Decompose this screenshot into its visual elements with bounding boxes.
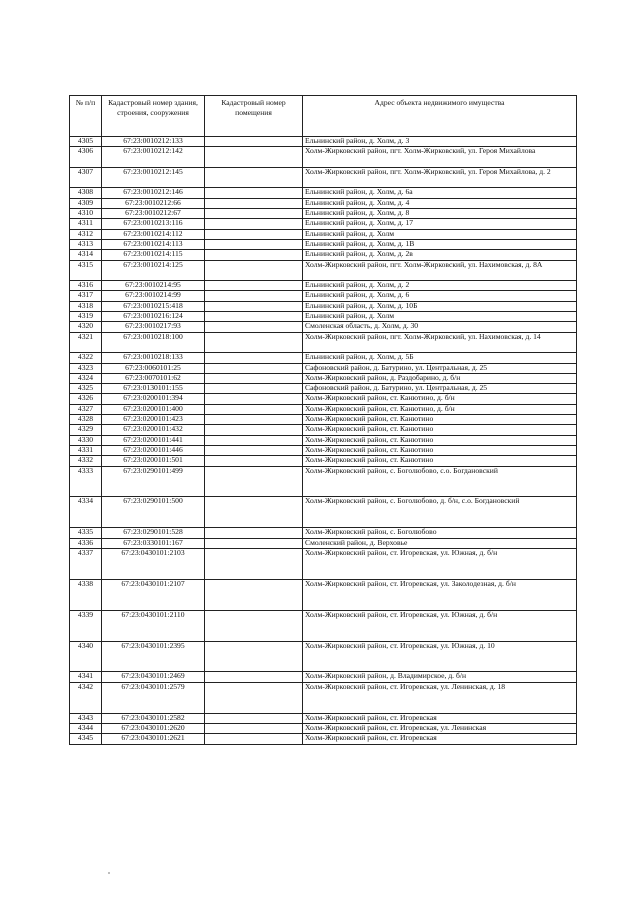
- address-cell: Ельнинский район, д. Холм, д. 2: [303, 281, 577, 291]
- row-number: 4338: [70, 579, 102, 610]
- row-number: 4337: [70, 548, 102, 579]
- cadastral-building-number: 67:23:0070101:62: [102, 373, 205, 383]
- row-number: 4332: [70, 456, 102, 466]
- cadastral-room-number: [205, 579, 303, 610]
- cadastral-room-number: [205, 332, 303, 353]
- cadastral-room-number: [205, 445, 303, 455]
- address-cell: Холм-Жирковский район, пгт. Холм-Жирковский, ул. Нахимовская, д. 14: [303, 332, 577, 353]
- table-row: [70, 579, 577, 610]
- cadastral-room-number: [205, 497, 303, 528]
- table-row: [70, 445, 577, 455]
- cadastral-building-number: 67:23:0010214:125: [102, 260, 205, 281]
- cadastral-building-number: 67:23:0200101:446: [102, 445, 205, 455]
- row-number: 4341: [70, 672, 102, 682]
- row-number: 4322: [70, 353, 102, 363]
- table-row: [70, 394, 577, 404]
- cadastral-building-number: 67:23:0430101:2582: [102, 713, 205, 723]
- cadastral-building-number: 67:23:0430101:2620: [102, 723, 205, 733]
- row-number: 4310: [70, 209, 102, 219]
- cadastral-building-number: 67:23:0430101:2103: [102, 548, 205, 579]
- address-cell: Ельнинский район, д. Холм, д. 17: [303, 219, 577, 229]
- row-number: 4339: [70, 610, 102, 641]
- row-number: 4313: [70, 239, 102, 249]
- cadastral-room-number: [205, 734, 303, 744]
- address-cell: Холм-Жирковский район, ст. Канютино, д. б/н: [303, 404, 577, 414]
- table-row: [70, 219, 577, 229]
- cadastral-building-number: 67:23:0060101:25: [102, 363, 205, 373]
- cadastral-building-number: 67:23:0010216:124: [102, 312, 205, 322]
- scan-speck: [108, 872, 110, 874]
- table-row: [70, 147, 577, 168]
- cadastral-building-number: 67:23:0430101:2395: [102, 641, 205, 672]
- cadastral-room-number: [205, 466, 303, 497]
- address-cell: Холм-Жирковский район, ст. Игоревская, ул. Южная, д. б/н: [303, 610, 577, 641]
- table-row: [70, 373, 577, 383]
- row-number: 4335: [70, 528, 102, 538]
- table-row: [70, 456, 577, 466]
- cadastral-room-number: [205, 538, 303, 548]
- address-cell: Ельнинский район, д. Холм, д. 1В: [303, 239, 577, 249]
- cadastral-building-number: 67:23:0010218:100: [102, 332, 205, 353]
- table-row: [70, 312, 577, 322]
- row-number: 4329: [70, 425, 102, 435]
- cadastral-building-number: 67:23:0010212:145: [102, 167, 205, 188]
- table-row: [70, 353, 577, 363]
- cadastral-room-number: [205, 394, 303, 404]
- address-cell: Холм-Жирковский район, с. Боголюбово, с.о. Богдановский: [303, 466, 577, 497]
- address-cell: Холм-Жирковский район, ст. Канютино: [303, 425, 577, 435]
- row-number: 4336: [70, 538, 102, 548]
- row-number: 4333: [70, 466, 102, 497]
- table-row: [70, 682, 577, 713]
- table-row: [70, 672, 577, 682]
- cadastral-room-number: [205, 167, 303, 188]
- address-cell: Холм-Жирковский район, с. Боголюбово, д. б/н, с.о. Богдановский: [303, 497, 577, 528]
- table-row: [70, 538, 577, 548]
- cadastral-building-number: 67:23:0010214:113: [102, 239, 205, 249]
- table-row: [70, 497, 577, 528]
- address-cell: Холм-Жирковский район, пгт. Холм-Жирковский, ул. Героя Михайлова, д. 2: [303, 167, 577, 188]
- address-cell: Холм-Жирковский район, ст. Канютино: [303, 456, 577, 466]
- address-cell: Сафоновский район, д. Батурино, ул. Центральная, д. 25: [303, 363, 577, 373]
- table-row: [70, 332, 577, 353]
- address-cell: Холм-Жирковский район, д. Раздобарино, д. б/н: [303, 373, 577, 383]
- table-row: [70, 301, 577, 311]
- cadastral-room-number: [205, 188, 303, 198]
- address-cell: Холм-Жирковский район, ст. Канютино: [303, 435, 577, 445]
- address-cell: Холм-Жирковский район, ст. Игоревская, ул. Ленинская, д. 18: [303, 682, 577, 713]
- cadastral-room-number: [205, 415, 303, 425]
- row-number: 4342: [70, 682, 102, 713]
- cadastral-room-number: [205, 353, 303, 363]
- cadastral-building-number: 67:23:0430101:2110: [102, 610, 205, 641]
- table-body: [70, 137, 577, 745]
- table-row: [70, 260, 577, 281]
- address-cell: Холм-Жирковский район, ст. Канютино: [303, 445, 577, 455]
- cadastral-room-number: [205, 322, 303, 332]
- cadastral-building-number: 67:23:0430101:2469: [102, 672, 205, 682]
- cadastral-room-number: [205, 147, 303, 168]
- row-number: 4317: [70, 291, 102, 301]
- row-number: 4320: [70, 322, 102, 332]
- row-number: 4340: [70, 641, 102, 672]
- table-row: [70, 435, 577, 445]
- address-cell: Ельнинский район, д. Холм, д. 6а: [303, 188, 577, 198]
- row-number: 4334: [70, 497, 102, 528]
- table-row: [70, 209, 577, 219]
- address-cell: Ельнинский район, д. Холм, д. 4: [303, 198, 577, 208]
- real-estate-table: [69, 95, 577, 745]
- cadastral-building-number: 67:23:0290101:499: [102, 466, 205, 497]
- address-cell: Ельнинский район, д. Холм, д. 6: [303, 291, 577, 301]
- header-cadastral-room: Кадастровый номер помещения: [205, 96, 303, 137]
- row-number: 4315: [70, 260, 102, 281]
- cadastral-building-number: 67:23:0010212:146: [102, 188, 205, 198]
- cadastral-building-number: 67:23:0200101:423: [102, 415, 205, 425]
- address-cell: Ельнинский район, д. Холм, д. 5Б: [303, 353, 577, 363]
- table-row: [70, 734, 577, 744]
- table-row: [70, 363, 577, 373]
- row-number: 4323: [70, 363, 102, 373]
- row-number: 4321: [70, 332, 102, 353]
- header-address: Адрес объекта недвижимого имущества: [303, 96, 577, 137]
- table-row: [70, 466, 577, 497]
- cadastral-room-number: [205, 404, 303, 414]
- row-number: 4311: [70, 219, 102, 229]
- cadastral-room-number: [205, 723, 303, 733]
- cadastral-building-number: 67:23:0010215:418: [102, 301, 205, 311]
- table-row: [70, 528, 577, 538]
- row-number: 4343: [70, 713, 102, 723]
- address-cell: Холм-Жирковский район, пгт. Холм-Жирковский, ул. Нахимовская, д. 8А: [303, 260, 577, 281]
- cadastral-room-number: [205, 260, 303, 281]
- table-row: [70, 548, 577, 579]
- table-row: [70, 713, 577, 723]
- cadastral-room-number: [205, 281, 303, 291]
- address-cell: Холм-Жирковский район, ст. Канютино, д. б/н: [303, 394, 577, 404]
- address-cell: Холм-Жирковский район, ст. Игоревская, ул. Южная, д. б/н: [303, 548, 577, 579]
- table-row: [70, 188, 577, 198]
- cadastral-building-number: 67:23:0290101:500: [102, 497, 205, 528]
- address-cell: Ельнинский район, д. Холм, д. 2в: [303, 250, 577, 260]
- cadastral-building-number: 67:23:0430101:2621: [102, 734, 205, 744]
- cadastral-room-number: [205, 384, 303, 394]
- row-number: 4319: [70, 312, 102, 322]
- cadastral-room-number: [205, 528, 303, 538]
- table-row: [70, 404, 577, 414]
- table-row: [70, 198, 577, 208]
- table-row: [70, 723, 577, 733]
- address-cell: Ельнинский район, д. Холм, д. 8: [303, 209, 577, 219]
- row-number: 4328: [70, 415, 102, 425]
- cadastral-building-number: 67:23:0330101:167: [102, 538, 205, 548]
- row-number: 4326: [70, 394, 102, 404]
- address-cell: Холм-Жирковский район, ст. Игоревская, ул. Южная, д. 10: [303, 641, 577, 672]
- cadastral-room-number: [205, 373, 303, 383]
- cadastral-building-number: 67:23:0010212:67: [102, 209, 205, 219]
- address-cell: Холм-Жирковский район, д. Владимирское, д. б/н: [303, 672, 577, 682]
- cadastral-room-number: [205, 229, 303, 239]
- cadastral-room-number: [205, 435, 303, 445]
- row-number: 4318: [70, 301, 102, 311]
- address-cell: Смоленский район, д. Верховье: [303, 538, 577, 548]
- table-row: [70, 291, 577, 301]
- table-row: [70, 610, 577, 641]
- cadastral-room-number: [205, 425, 303, 435]
- cadastral-building-number: 67:23:0010217:93: [102, 322, 205, 332]
- table-row: [70, 239, 577, 249]
- address-cell: Ельнинский район, д. Холм: [303, 312, 577, 322]
- cadastral-room-number: [205, 363, 303, 373]
- cadastral-room-number: [205, 682, 303, 713]
- row-number: 4312: [70, 229, 102, 239]
- table-row: [70, 167, 577, 188]
- address-cell: Ельнинский район, д. Холм, д. 3: [303, 137, 577, 147]
- table-header-row: [70, 96, 577, 137]
- table-row: [70, 384, 577, 394]
- cadastral-building-number: 67:23:0430101:2107: [102, 579, 205, 610]
- cadastral-room-number: [205, 713, 303, 723]
- cadastral-room-number: [205, 548, 303, 579]
- cadastral-building-number: 67:23:0200101:441: [102, 435, 205, 445]
- cadastral-room-number: [205, 219, 303, 229]
- cadastral-building-number: 67:23:0200101:432: [102, 425, 205, 435]
- header-number: № п/п: [70, 96, 102, 137]
- address-cell: Ельнинский район, д. Холм, д. 10Б: [303, 301, 577, 311]
- cadastral-building-number: 67:23:0010213:116: [102, 219, 205, 229]
- address-cell: Холм-Жирковский район, ст. Игоревская, ул. Ленинская: [303, 723, 577, 733]
- table-row: [70, 425, 577, 435]
- address-cell: Холм-Жирковский район, ст. Игоревская: [303, 713, 577, 723]
- cadastral-room-number: [205, 239, 303, 249]
- cadastral-room-number: [205, 641, 303, 672]
- table-row: [70, 137, 577, 147]
- address-cell: Ельнинский район, д. Холм: [303, 229, 577, 239]
- table-row: [70, 229, 577, 239]
- cadastral-building-number: 67:23:0010212:133: [102, 137, 205, 147]
- row-number: 4330: [70, 435, 102, 445]
- cadastral-building-number: 67:23:0200101:400: [102, 404, 205, 414]
- cadastral-room-number: [205, 198, 303, 208]
- cadastral-room-number: [205, 672, 303, 682]
- row-number: 4345: [70, 734, 102, 744]
- cadastral-building-number: 67:23:0200101:394: [102, 394, 205, 404]
- cadastral-building-number: 67:23:0010214:112: [102, 229, 205, 239]
- address-cell: Холм-Жирковский район, ст. Игоревская: [303, 734, 577, 744]
- cadastral-building-number: 67:23:0010212:66: [102, 198, 205, 208]
- cadastral-room-number: [205, 291, 303, 301]
- row-number: 4316: [70, 281, 102, 291]
- row-number: 4331: [70, 445, 102, 455]
- cadastral-building-number: 67:23:0010214:95: [102, 281, 205, 291]
- cadastral-building-number: 67:23:0010214:99: [102, 291, 205, 301]
- table-row: [70, 641, 577, 672]
- row-number: 4314: [70, 250, 102, 260]
- cadastral-building-number: 67:23:0010218:133: [102, 353, 205, 363]
- cadastral-room-number: [205, 209, 303, 219]
- address-cell: Холм-Жирковский район, пгт. Холм-Жирковский, ул. Героя Михайлова: [303, 147, 577, 168]
- cadastral-room-number: [205, 250, 303, 260]
- cadastral-room-number: [205, 312, 303, 322]
- address-cell: Холм-Жирковский район, с. Боголюбово: [303, 528, 577, 538]
- row-number: 4327: [70, 404, 102, 414]
- cadastral-building-number: 67:23:0010212:142: [102, 147, 205, 168]
- cadastral-room-number: [205, 301, 303, 311]
- cadastral-building-number: 67:23:0200101:501: [102, 456, 205, 466]
- row-number: 4325: [70, 384, 102, 394]
- row-number: 4344: [70, 723, 102, 733]
- cadastral-room-number: [205, 610, 303, 641]
- row-number: 4307: [70, 167, 102, 188]
- table-row: [70, 322, 577, 332]
- address-cell: Сафоновский район, д. Батурино, ул. Центральная, д. 25: [303, 384, 577, 394]
- row-number: 4309: [70, 198, 102, 208]
- cadastral-building-number: 67:23:0010214:115: [102, 250, 205, 260]
- cadastral-building-number: 67:23:0290101:528: [102, 528, 205, 538]
- table-row: [70, 281, 577, 291]
- row-number: 4308: [70, 188, 102, 198]
- header-cadastral-building: Кадастровый номер здания, строения, сооружения: [102, 96, 205, 137]
- table-row: [70, 250, 577, 260]
- address-cell: Холм-Жирковский район, ст. Игоревская, ул. Заколодезная, д. б/н: [303, 579, 577, 610]
- row-number: 4305: [70, 137, 102, 147]
- address-cell: Холм-Жирковский район, ст. Канютино: [303, 415, 577, 425]
- row-number: 4306: [70, 147, 102, 168]
- cadastral-building-number: 67:23:0430101:2579: [102, 682, 205, 713]
- cadastral-room-number: [205, 137, 303, 147]
- address-cell: Смоленская область, д. Холм, д. 30: [303, 322, 577, 332]
- table-row: [70, 415, 577, 425]
- cadastral-room-number: [205, 456, 303, 466]
- cadastral-building-number: 67:23:0130101:155: [102, 384, 205, 394]
- row-number: 4324: [70, 373, 102, 383]
